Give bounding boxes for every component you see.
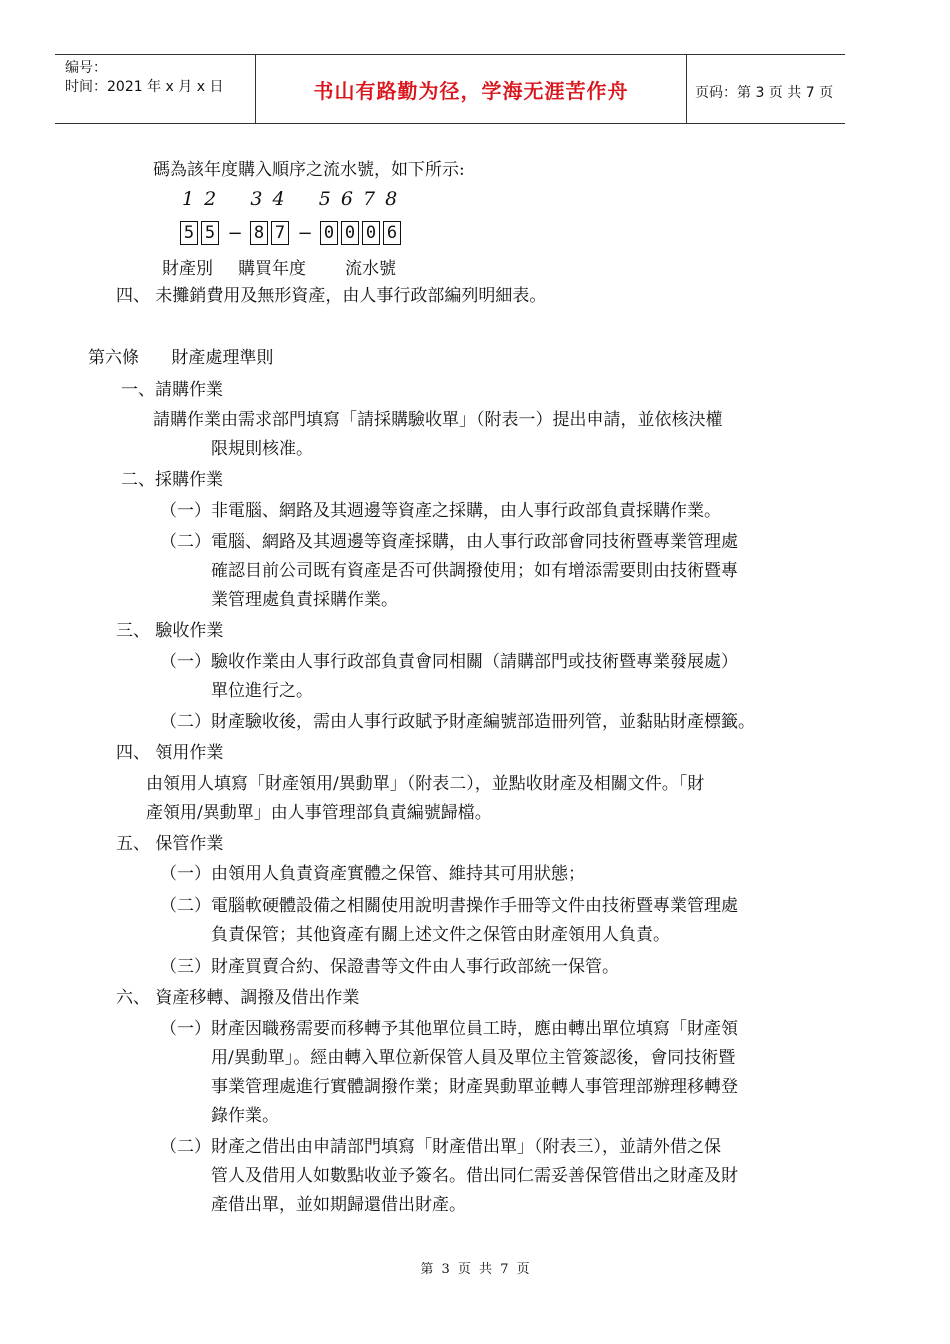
section-1-paragraph-cont: 限規則核准。 [211, 439, 313, 459]
document-header [55, 54, 845, 124]
section-2-item-1: （一）非電腦、網路及其週邊等資產之採購，由人事行政部負責採購作業。 [160, 501, 721, 521]
code-box: 7 [271, 221, 289, 245]
code-box: 8 [250, 221, 268, 245]
section-4-paragraph-cont: 產領用/異動單」由人事管理部負責編號歸檔。 [146, 803, 492, 823]
section-3-item-1: （一）驗收作業由人事行政部負責會同相關（請購部門或技術暨專業發展處） [160, 652, 738, 672]
section-6-title: 六、 資產移轉、調撥及借出作業 [116, 988, 360, 1008]
section-6-item-2-cont: 產借出單，並如期歸還借出財產。 [211, 1195, 466, 1215]
section-2-item-2: （二）電腦、網路及其週邊等資產採購，由人事行政部會同技術暨專業管理處 [160, 532, 738, 552]
section-1-paragraph: 請購作業由需求部門填寫「請採購驗收單」（附表一）提出申請，並依核決權 [153, 410, 723, 430]
code-box: 5 [201, 221, 219, 245]
section-6-item-1-cont: 用/異動單」。經由轉入單位新保管人員及單位主管簽認後，會同技術暨 [211, 1048, 736, 1068]
code-separator: − [297, 222, 313, 244]
header-motto-cell [255, 55, 687, 123]
article-six-title: 第六條 財產處理準則 [88, 348, 274, 368]
section-3-item-1-cont: 單位進行之。 [211, 681, 313, 701]
page-footer: 第 3 页 共 7 页 [420, 1262, 530, 1277]
code-label-serial: 流水號 [345, 259, 396, 279]
section-3-title: 三、 驗收作業 [116, 621, 224, 641]
section-3-item-2: （二）財產驗收後，需由人事行政賦予財產編號部造冊列管，並黏貼財產標籤。 [160, 712, 755, 732]
section-5-item-2: （二）電腦軟硬體設備之相關使用說明書操作手冊等文件由技術暨專業管理處 [160, 896, 738, 916]
code-box: 0 [341, 221, 359, 245]
section-4-paragraph: 由領用人填寫「財產領用/異動單」（附表二），並點收財產及相關文件。「財 [146, 774, 705, 794]
code-box: 6 [383, 221, 401, 245]
section-5-title: 五、 保管作業 [116, 834, 224, 854]
section-6-item-2-cont: 管人及借用人如數點收並予簽名。借出同仁需妥善保管借出之財產及財 [211, 1166, 738, 1186]
section-5-item-3: （三）財產買賣合約、保證書等文件由人事行政部統一保管。 [160, 957, 619, 977]
section-5-item-1: （一）由領用人負責資產實體之保管、維持其可用狀態； [160, 864, 585, 884]
section-2-item-2-cont: 確認目前公司既有資產是否可供調撥使用；如有增添需要則由技術暨專 [211, 561, 738, 581]
code-box: 0 [362, 221, 380, 245]
code-label-asset-type: 財產別 [162, 259, 213, 279]
section-2-item-2-cont: 業管理處負責採購作業。 [211, 590, 398, 610]
header-page-label: 页码：第 3 页 共 7 页 [695, 85, 834, 101]
document-number-label: 编号： [65, 60, 107, 76]
section-1-title: 一、請購作業 [121, 380, 223, 400]
header-meta-cell [55, 55, 255, 123]
section-5-item-2-cont: 負責保管；其他資產有關上述文件之保管由財產領用人負責。 [211, 925, 670, 945]
document-time-label: 时间：2021 年 x 月 x 日 [65, 79, 224, 95]
section-2-title: 二、採購作業 [121, 470, 223, 490]
code-box: 0 [320, 221, 338, 245]
code-label-purchase-year: 購買年度 [238, 259, 306, 279]
intro-line: 碼為該年度購入順序之流水號，如下所示: [153, 160, 465, 180]
header-motto: 书山有路勤为径，学海无涯苦作舟 [313, 79, 629, 103]
header-page-cell [685, 55, 845, 123]
code-separator: − [227, 222, 243, 244]
section-4-title: 四、 領用作業 [116, 743, 224, 763]
code-box: 5 [180, 221, 198, 245]
section-6-item-1-cont: 事業管理處進行實體調撥作業；財產異動單並轉人事管理部辦理移轉登 [211, 1077, 738, 1097]
asset-code-example [180, 220, 404, 246]
section-6-item-2: （二）財產之借出由申請部門填寫「財產借出單」（附表三），並請外借之保 [160, 1137, 721, 1157]
section-6-item-1: （一）財產因職務需要而移轉予其他單位員工時，應由轉出單位填寫「財產領 [160, 1019, 738, 1039]
section-6-item-1-cont: 錄作業。 [211, 1106, 279, 1126]
code-digit-positions: 1 2 3 4 5 6 7 8 [182, 188, 400, 210]
item-four: 四、 未攤銷費用及無形資產，由人事行政部編列明細表。 [116, 286, 547, 306]
